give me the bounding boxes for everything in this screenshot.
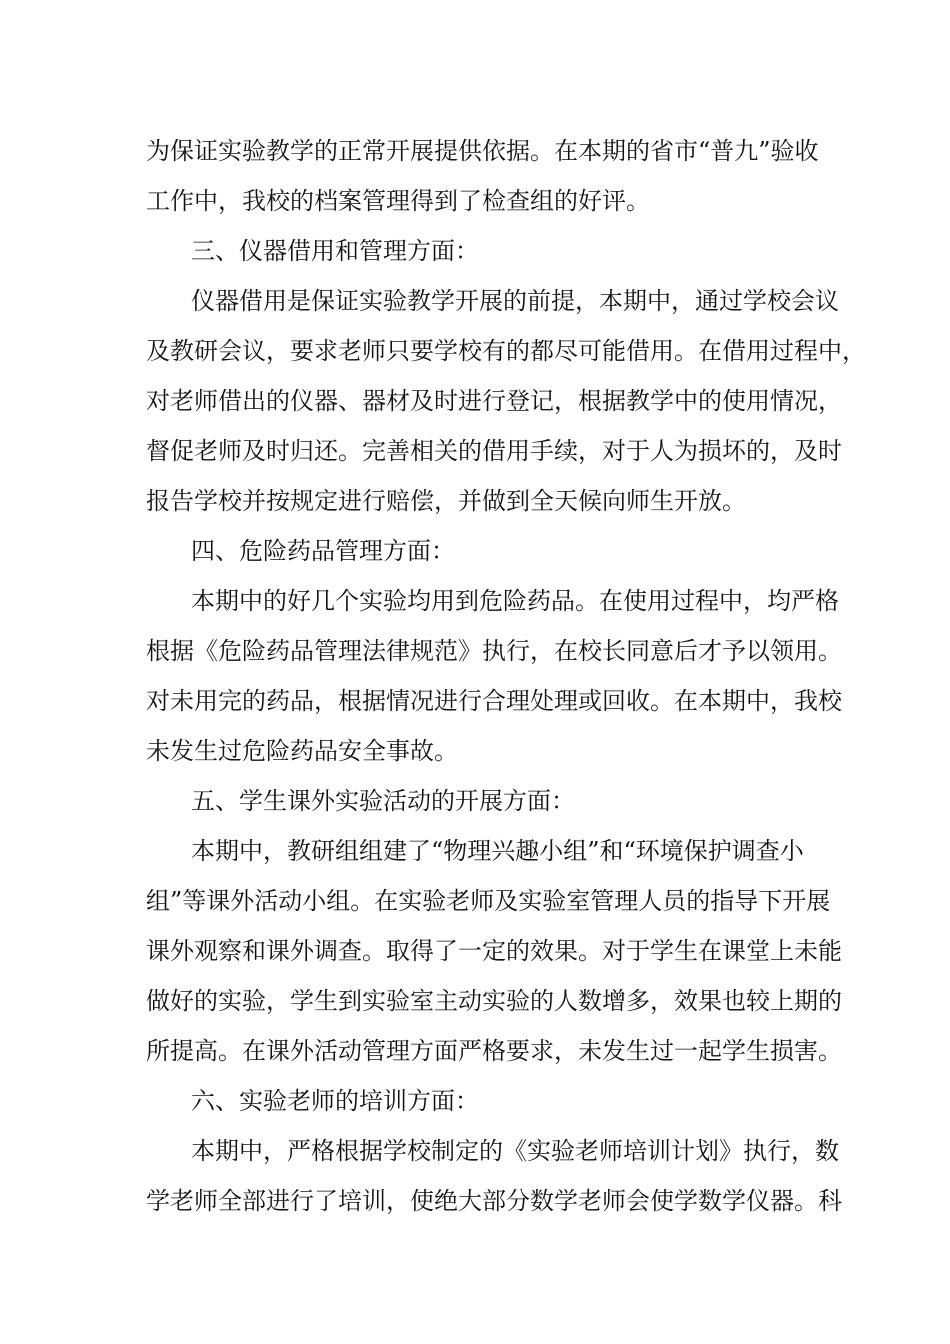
- text-line: 做好的实验，学生到实验室主动实验的人数增多，效果也较上期的: [146, 987, 842, 1015]
- text-line: 本期中，严格根据学校制定的《实验老师培训计划》执行，数: [191, 1137, 839, 1165]
- text-line: 学老师全部进行了培训，使绝大部分数学老师会使学数学仪器。科: [146, 1187, 842, 1215]
- text-line: 督促老师及时归还。完善相关的借用手续，对于人为损坏的，及时: [146, 437, 842, 465]
- section-heading-extracurricular: 五、学生课外实验活动的开展方面：: [191, 787, 575, 815]
- text-line: 课外观察和课外调查。取得了一定的效果。对于学生在课堂上未能: [146, 937, 842, 965]
- text-line: 报告学校并按规定进行赔偿，并做到全天候向师生开放。: [146, 487, 746, 515]
- text-line: 对未用完的药品，根据情况进行合理处理或回收。在本期中，我校: [146, 687, 842, 715]
- text-line: 及教研会议，要求老师只要学校有的都尽可能借用。在借用过程中，: [146, 337, 866, 365]
- text-line: 组”等课外活动小组。在实验老师及实验室管理人员的指导下开展: [146, 887, 831, 915]
- text-line: 本期中，教研组组建了“物理兴趣小组”和“环境保护调查小: [191, 837, 804, 865]
- text-line: 本期中的好几个实验均用到危险药品。在使用过程中，均严格: [191, 587, 839, 615]
- text-line: 根据《危险药品管理法律规范》执行，在校长同意后才予以领用。: [146, 637, 842, 665]
- text-line: 未发生过危险药品安全事故。: [146, 737, 458, 765]
- section-heading-instruments: 三、仪器借用和管理方面：: [191, 237, 479, 265]
- text-line: 工作中，我校的档案管理得到了检查组的好评。: [146, 187, 650, 215]
- text-line: 为保证实验教学的正常开展提供依据。在本期的省市“普九”验收: [146, 137, 819, 165]
- section-heading-teacher-training: 六、实验老师的培训方面：: [191, 1087, 479, 1115]
- section-heading-hazardous-chemicals: 四、危险药品管理方面：: [191, 537, 455, 565]
- text-line: 对老师借出的仪器、器材及时进行登记，根据教学中的使用情况，: [146, 387, 842, 415]
- text-line: 所提高。在课外活动管理方面严格要求，未发生过一起学生损害。: [146, 1037, 842, 1065]
- text-line: 仪器借用是保证实验教学开展的前提，本期中，通过学校会议: [191, 287, 839, 315]
